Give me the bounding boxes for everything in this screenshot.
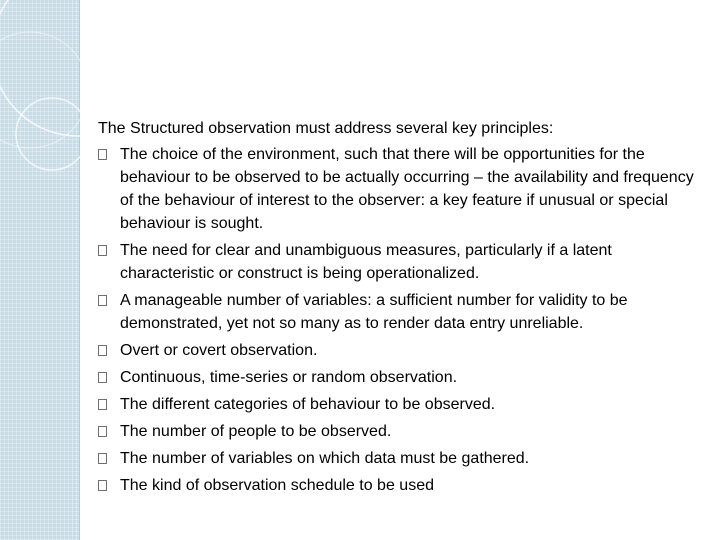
list-item (98, 474, 704, 497)
list-item (98, 143, 704, 235)
list-item-text: A manageable number of variables: a sufficient number for validity to be demonstrated, yet not so many as to render data entry unreliable. (120, 292, 628, 332)
checkbox-bullet-icon (98, 426, 107, 437)
checkbox-bullet-icon (98, 480, 107, 491)
mid-decorative-circle (0, 32, 88, 148)
list-item (98, 420, 704, 443)
list-item-text: The kind of observation schedule to be used (120, 477, 434, 494)
list-item-text: The different categories of behaviour to be observed. (120, 396, 496, 413)
checkbox-bullet-icon (98, 245, 107, 256)
principles-list (98, 143, 704, 497)
list-item (98, 366, 704, 389)
checkbox-bullet-icon (98, 399, 107, 410)
slide-content (98, 117, 704, 501)
checkbox-bullet-icon (98, 453, 107, 464)
slide-intro-text: The Structured observation must address several key principles: (98, 120, 554, 137)
small-decorative-circle (16, 98, 88, 170)
list-item-text: Continuous, time-series or random observation. (120, 369, 458, 386)
list-item-text: The need for clear and unambiguous measures, particularly if a latent characteristic or construct is being operationalized. (120, 242, 612, 282)
checkbox-bullet-icon (98, 295, 107, 306)
list-item-text: The number of variables on which data must be gathered. (120, 450, 530, 467)
checkbox-bullet-icon (98, 372, 107, 383)
checkbox-bullet-icon (98, 345, 107, 356)
list-item-text: The number of people to be observed. (120, 423, 392, 440)
list-item (98, 239, 704, 285)
list-item (98, 393, 704, 416)
list-item-text: Overt or covert observation. (120, 342, 318, 359)
list-item (98, 289, 704, 335)
list-item (98, 447, 704, 470)
checkbox-bullet-icon (98, 149, 107, 160)
list-item (98, 339, 704, 362)
list-item-text: The choice of the environment, such that there will be opportunities for the behaviour to be observed to be actually occurring – the availability and frequency of the behaviour of interest to the observer: a key feature if unusual or special behaviour is sought. (120, 146, 694, 232)
